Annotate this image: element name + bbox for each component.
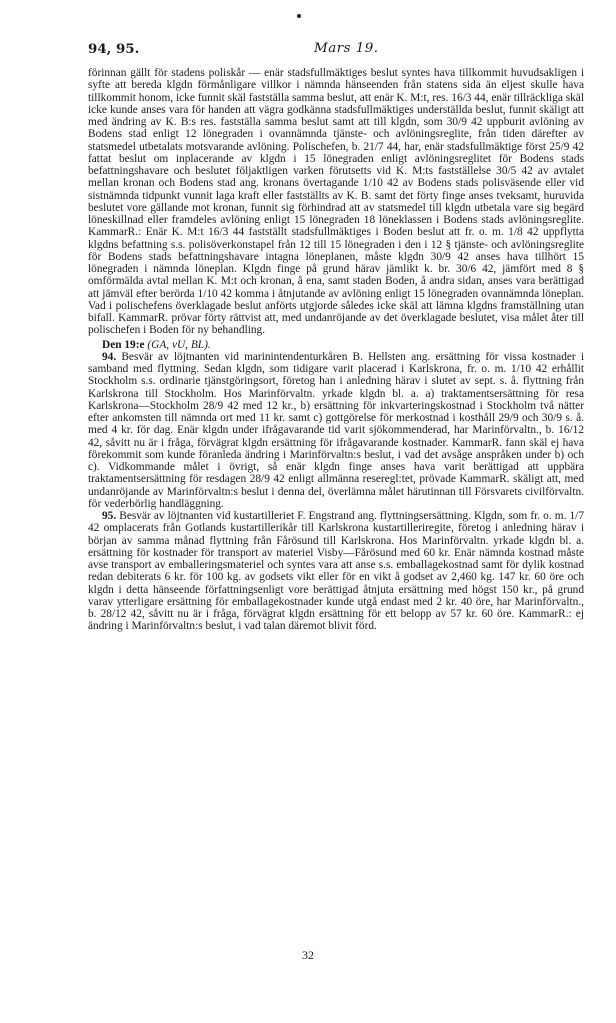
paragraph-continuation xyxy=(88,67,584,337)
paragraph-text: förinnan gällt för stadens poliskår — enär stadsfullmäktiges beslut syntes hava tillkommit huvudsakligen i syfte att bereda klgdn förmånligare villkor i nämnda hänseenden från statens sida än eljest skulle hava tillkommit honom, icke funnit skäl fastställa samma beslut, att enär K. M:t, res. 16/3 44, enär tillräckliga skäl icke kunde anses vara för handen att vägra godkänna stadsfullmäktiges underställda beslut, funnit skäligt att med ändring av K. B:s res. fastställa samma beslut samt att till klgdn, som 30/9 42 uppburit avlöning av Bodens stad enligt 12 lönegraden i ovannämnda tjänste- och avlöningsreglite, från tiden därefter av statsmedel utbetalats motsvarande avlöning. Polischefen, b. 21/7 44, har, enär stadsfullmäktige först 25/9 42 fattat beslut om inplacerande av klgdn i 15 lönegraden enligt avlöningsreglitet för Bodens stads befattningshavare och beslutet följaktligen varken förutsetts vid K. M:ts fastställelse 30/5 42 av avtalet mellan kronan och Bodens stad ang. kronans övertagande 1/10 42 av Bodens stads polisväsende eller vid sistnämnda tidpunkt vunnit laga kraft eller fastställts av K. B. samt det förty finge anses tveksamt, huruvida beslutet vore gällande mot kronan, funnit sig förhindrad att av statsmedel till klgdn utbetala vare sig begärd löneskillnad eller framdeles avlöning enligt 15 lönegraden 18 löneklassen i Bodens stads avlöningsreglite. KammarR.: Enär K. M:t 16/3 44 fastställt stadsfullmäktiges i Boden beslut att fr. o. m. 1/8 42 uppflytta klgdns befattning s.s. polisöverkonstapel från 12 till 15 lönegraden i den i 12 § tjänste- och avlöningsreglite för Bodens stads befattningshavare intagna löneplanen, måste klgdn 30/9 42 anses hava tillhört 15 lönegraden i nämnda löneplan. Klgdn finge på grund härav jämlikt k. br. 30/6 42, jämfört med 8 § omförmälda avtal mellan K. M:t och kronan, å ena, samt staden Boden, å andra sidan, anses vara berättigad att jämväl efter berörda 1/10 42 komma i åtnjutande av avlöning enligt 15 lönegraden ovannämnda löneplan. Vad i polischefens överklagade beslut anförts utgjorde således icke skäl att lämna klgdns framställning utan bifall. KammarR. prövar förty rättvist att, med undanröjande av det överklagade beslutet, visa målet åter till polischefen i Boden för ny behandling. xyxy=(88,67,584,337)
date-label: Den 19:e xyxy=(102,338,145,351)
date-heading xyxy=(88,339,584,351)
case-95-text: Besvär av löjtnanten vid kustartilleriet F. Engstrand ang. flyttningsersättning. Klgdn, som fr. o. m. 1/7 42 omplacerats från Gotlands kustartillerikår till Karlskrona kustartilleriregite, företog i anledning härav i början av samma månad flyttning från Fårösund till Karlskrona. Hos Marinförvaltn. yrkade klgdn bl. a. ersättning för kostnader för transport av materiel Visby—Fårösund med 60 kr. Enär nämnda kostnad måste avse transport av emballeringsmateriel och syntes vara att anse s.s. emballagekostnad samt för dylik kostnad redan debiterats 6 kr. för 100 kg. av godsets vikt eller för en vikt å godset av 2,460 kg. 147 kr. 60 öre och klgdn i detta hänseende författningsenligt vore berättigad åtnjuta ersättning med högst 150 kr., på grund varav ytterligare ersättning för emballagekostnader kunde utgå endast med 2 kr. 40 öre, har Marinförvaltn., b. 28/12 42, såvitt nu är i fråga, förvägrat klgdn ersättning för ett belopp av 57 kr. 60 öre. KammarR.: ej ändring i Marinförvaltn:s beslut, i vad talan däremot blivit förd. xyxy=(88,510,584,633)
case-94-number: 94. xyxy=(102,350,117,363)
case-95 xyxy=(88,510,584,633)
case-94 xyxy=(88,351,584,510)
running-date: Mars 19. xyxy=(314,41,379,56)
case-95-number: 95. xyxy=(102,510,117,522)
ink-dot xyxy=(297,14,301,18)
page-number: 32 xyxy=(302,948,314,962)
page-header xyxy=(88,41,585,59)
panel-names: (GA, vU, BL). xyxy=(147,338,211,351)
case-94-text: Besvär av löjtnanten vid marinintendenturkåren B. Hellsten ang. ersättning för vissa kostnader i samband med flyttning. Sedan klgdn, som tidigare varit placerad i Karlskrona, fr. o. m. 1/10 42 erhållit Stockholm s.s. ordinarie tjänstgöringsort, företog han i anledning härav i slutet av sept. s. å. flyttning från Karlskrona till Stockholm. Hos Marinförvaltn. yrkade klgdn bl. a. a) traktamentsersättning för resa Karlskrona—Stockholm 28/9 42 med 12 kr., b) ersättning för inkvarteringskostnad i Stockholm två nätter efter ankomsten till nämnda ort med 11 kr. samt c) gottgörelse för merkostnad i kosthåll 29/9 och 30/9 s. å. med 4 kr. för dag. Enär klgdn under ifrågavarande tid varit sjökommenderad, har Marinförvaltn., b. 16/12 42, såvitt nu är i fråga, förvägrat klgdn ersättning för ifrågavarande kostnader. KammarR. fann skäl ej hava förekommit som kunde föranleda ändring i Marinförvaltn:s beslut, i vad det avsåge anspråken under b) och c). Vidkommande målet i övrigt, så enär klgdn finge anses hava varit berättigad att uppbära traktamentsersättning för resdagen 28/9 42 enligt allmänna reseregl:tet, prövade KammarR. skäligt att, med undanröjande av Marinförvaltn:s beslut i denna del, överlämna målet härutinnan till Försvarets civilförvaltn. för vederbörlig handläggning. xyxy=(88,350,584,510)
case-numbers: 94, 95. xyxy=(88,41,140,57)
page-body xyxy=(88,67,584,633)
